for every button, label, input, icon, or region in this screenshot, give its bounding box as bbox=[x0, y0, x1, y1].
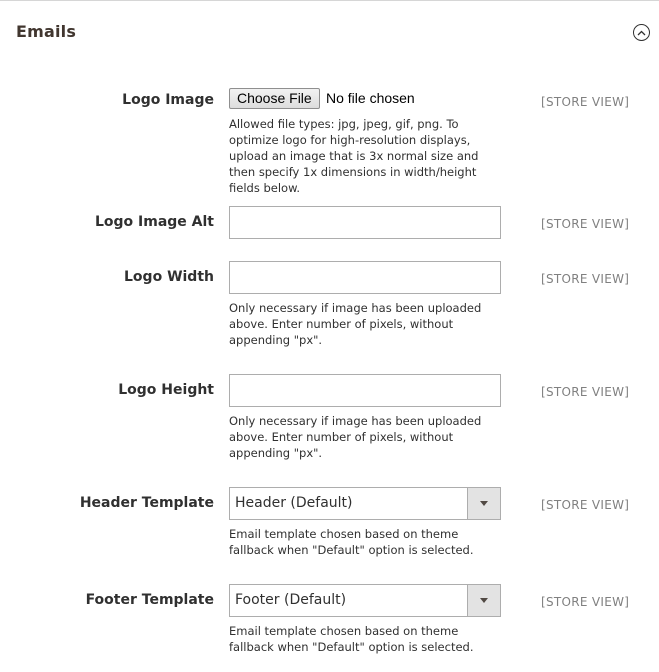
choose-file-button[interactable]: Choose File bbox=[229, 88, 320, 109]
logo-width-label: Logo Width bbox=[124, 269, 214, 285]
section-title[interactable]: Emails bbox=[16, 22, 77, 41]
header-template-note: Email template chosen based on theme fallback when "Default" option is selected. bbox=[229, 527, 474, 557]
logo-width-note: Only necessary if image has been uploaded above. Enter number of pixels, without appending "px". bbox=[229, 301, 482, 347]
logo-height-input[interactable] bbox=[229, 374, 501, 407]
logo-height-note: Only necessary if image has been uploaded above. Enter number of pixels, without appending "px". bbox=[229, 414, 482, 460]
header-template-select[interactable] bbox=[229, 487, 501, 520]
logo-width-input[interactable] bbox=[229, 261, 501, 294]
logo-image-note: Allowed file types: jpg, jpeg, gif, png. To optimize logo for high-resolution displays, upload an image that is 3x normal size and then specify 1x dimensions in width/height fields below. bbox=[229, 117, 479, 195]
logo-image-alt-label: Logo Image Alt bbox=[94, 214, 214, 230]
scope-label: [STORE VIEW] bbox=[541, 595, 630, 609]
footer-template-value: Footer (Default) bbox=[235, 592, 347, 608]
scope-label: [STORE VIEW] bbox=[541, 217, 630, 231]
section-divider bbox=[0, 0, 659, 1]
dropdown-arrow-icon[interactable] bbox=[467, 585, 500, 616]
scope-label: [STORE VIEW] bbox=[541, 498, 630, 512]
logo-image-label: Logo Image bbox=[122, 92, 214, 108]
chevron-up-circle-icon[interactable] bbox=[633, 24, 650, 41]
scope-label: [STORE VIEW] bbox=[541, 272, 630, 286]
footer-template-select[interactable] bbox=[229, 584, 501, 617]
file-status: No file chosen bbox=[326, 90, 415, 106]
header-template-label: Header Template bbox=[79, 495, 214, 511]
scope-label: [STORE VIEW] bbox=[541, 385, 630, 399]
header-template-value: Header (Default) bbox=[235, 495, 353, 511]
logo-image-alt-input[interactable] bbox=[229, 206, 501, 239]
scope-label: [STORE VIEW] bbox=[541, 95, 630, 109]
logo-height-label: Logo Height bbox=[118, 382, 214, 398]
footer-template-note: Email template chosen based on theme fallback when "Default" option is selected. bbox=[229, 624, 474, 654]
footer-template-label: Footer Template bbox=[85, 592, 214, 608]
dropdown-arrow-icon[interactable] bbox=[467, 488, 500, 519]
